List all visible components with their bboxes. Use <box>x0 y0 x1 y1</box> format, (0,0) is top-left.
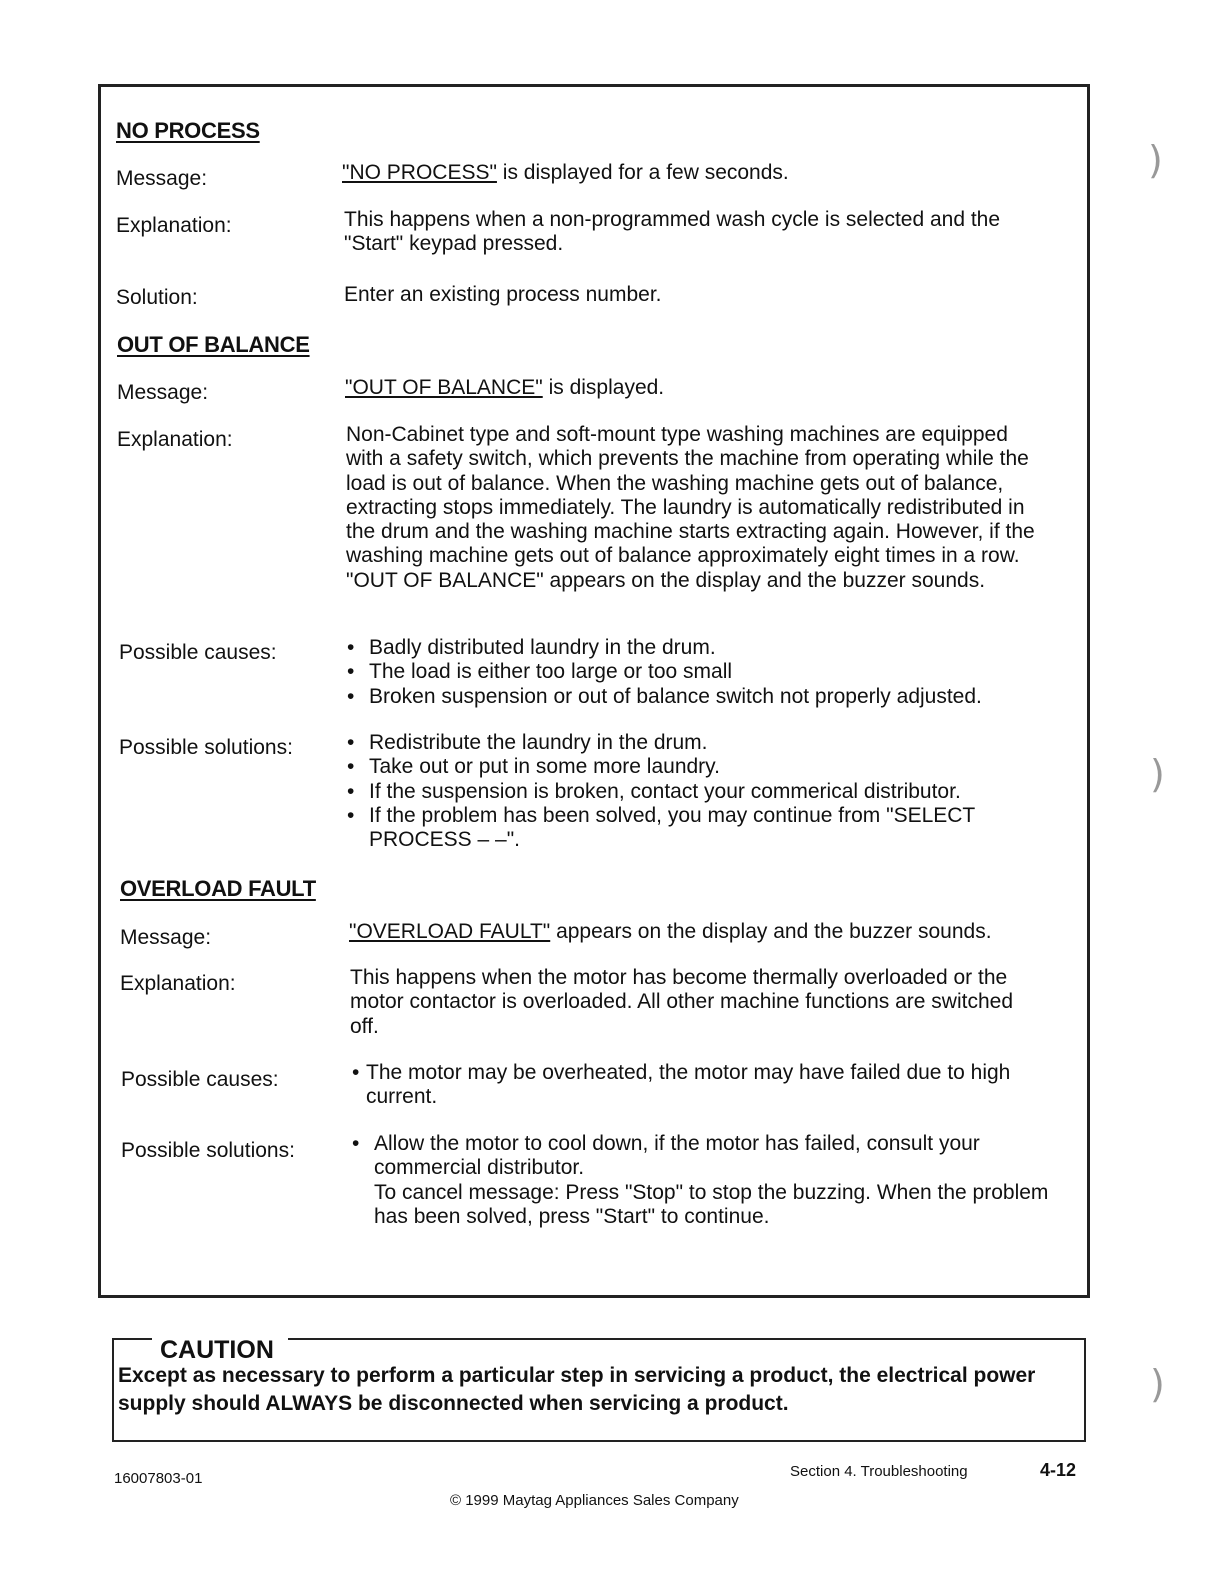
no-process-solution: Enter an existing process number. <box>344 283 662 306</box>
no-process-message-quoted: "NO PROCESS" <box>342 161 497 184</box>
no-process-message-rest: is displayed for a few seconds. <box>496 161 789 184</box>
overload-fault-message-label: Message: <box>120 926 212 949</box>
list-item: • Allow the motor to cool down, if the motor has failed, consult your commercial distributor. <box>352 1132 1052 1181</box>
no-process-title: NO PROCESS <box>116 118 260 143</box>
no-process-explanation-label: Explanation: <box>116 214 232 237</box>
out-of-balance-title: OUT OF BALANCE <box>117 332 310 357</box>
no-process-explanation: This happens when a non-programmed wash cycle is selected and the "Start" keypad pressed. <box>344 208 1001 256</box>
no-process-message-label: Message: <box>116 167 208 190</box>
out-of-balance-explanation-label: Explanation: <box>117 428 233 451</box>
overload-fault-causes-list <box>352 1061 1032 1110</box>
punch-hole-mark: ) <box>1148 138 1163 182</box>
overload-fault-message <box>349 920 1049 944</box>
punch-hole-mark: ) <box>1150 752 1165 796</box>
caution-rule-left <box>112 1338 152 1340</box>
caution-rule-right <box>288 1338 1086 1340</box>
out-of-balance-message-quoted: "OUT OF BALANCE" <box>345 376 543 399</box>
list-item: • Redistribute the laundry in the drum. <box>347 731 1037 755</box>
overload-fault-title: OVERLOAD FAULT <box>120 876 316 901</box>
overload-fault-solutions-label: Possible solutions: <box>121 1139 295 1162</box>
out-of-balance-message-rest: is displayed. <box>542 376 665 399</box>
overload-fault-solutions-list <box>352 1132 1052 1229</box>
overload-fault-explanation: This happens when the motor has become thermally overloaded or the motor contactor is overloaded. All other machine functions are switched off. <box>350 966 1014 1038</box>
list-item: • Badly distributed laundry in the drum. <box>347 636 1067 660</box>
overload-fault-explanation-label: Explanation: <box>120 972 236 995</box>
list-item: • The motor may be overheated, the motor may have failed due to high current. <box>352 1061 1032 1110</box>
list-item: • If the suspension is broken, contact your commerical distributor. <box>347 780 1037 804</box>
caution-title: CAUTION <box>160 1336 274 1364</box>
punch-hole-mark: ) <box>1150 1362 1165 1406</box>
out-of-balance-message-label: Message: <box>117 381 209 404</box>
out-of-balance-solutions-label: Possible solutions: <box>119 736 293 759</box>
caution-text: Except as necessary to perform a particular step in servicing a product, the electrical power supply should ALWAYS be disconnected when servicing a product. <box>118 1364 1036 1415</box>
copyright: © 1999 Maytag Appliances Sales Company <box>450 1492 739 1509</box>
overload-fault-causes-label: Possible causes: <box>121 1068 279 1091</box>
no-process-message <box>342 161 1042 185</box>
page-number: 4-12 <box>1040 1460 1077 1480</box>
overload-fault-message-quoted: "OVERLOAD FAULT" <box>349 920 551 943</box>
list-item: • If the problem has been solved, you may continue from "SELECT PROCESS – –". <box>347 804 1037 853</box>
out-of-balance-solutions-list <box>347 731 1037 852</box>
out-of-balance-message <box>345 376 1045 400</box>
list-item: • Broken suspension or out of balance switch not properly adjusted. <box>347 685 1067 709</box>
list-item: • Take out or put in some more laundry. <box>347 755 1037 779</box>
out-of-balance-explanation: Non-Cabinet type and soft-mount type washing machines are equipped with a safety switch, which prevents the machine from operating while the load is out of balance. When the washing machine gets out of balance, extracting stops immediately. The laundry is automatically redistributed in the drum and the washing machine starts extracting again. However, if the washing machine gets out of balance approximately eight times in a row. "OUT OF BALANCE" appears on the display and the buzzer sounds. <box>346 423 1035 592</box>
no-process-solution-label: Solution: <box>116 286 198 309</box>
out-of-balance-causes-label: Possible causes: <box>119 641 277 664</box>
section-label: Section 4. Troubleshooting <box>790 1463 968 1480</box>
overload-fault-message-rest: appears on the display and the buzzer sounds. <box>550 920 992 943</box>
list-item: • The load is either too large or too small <box>347 660 1067 684</box>
doc-number: 16007803-01 <box>114 1470 203 1487</box>
list-item: To cancel message: Press "Stop" to stop the buzzing. When the problem has been solved, press "Start" to continue. <box>374 1180 1049 1228</box>
out-of-balance-causes-list <box>347 636 1067 709</box>
